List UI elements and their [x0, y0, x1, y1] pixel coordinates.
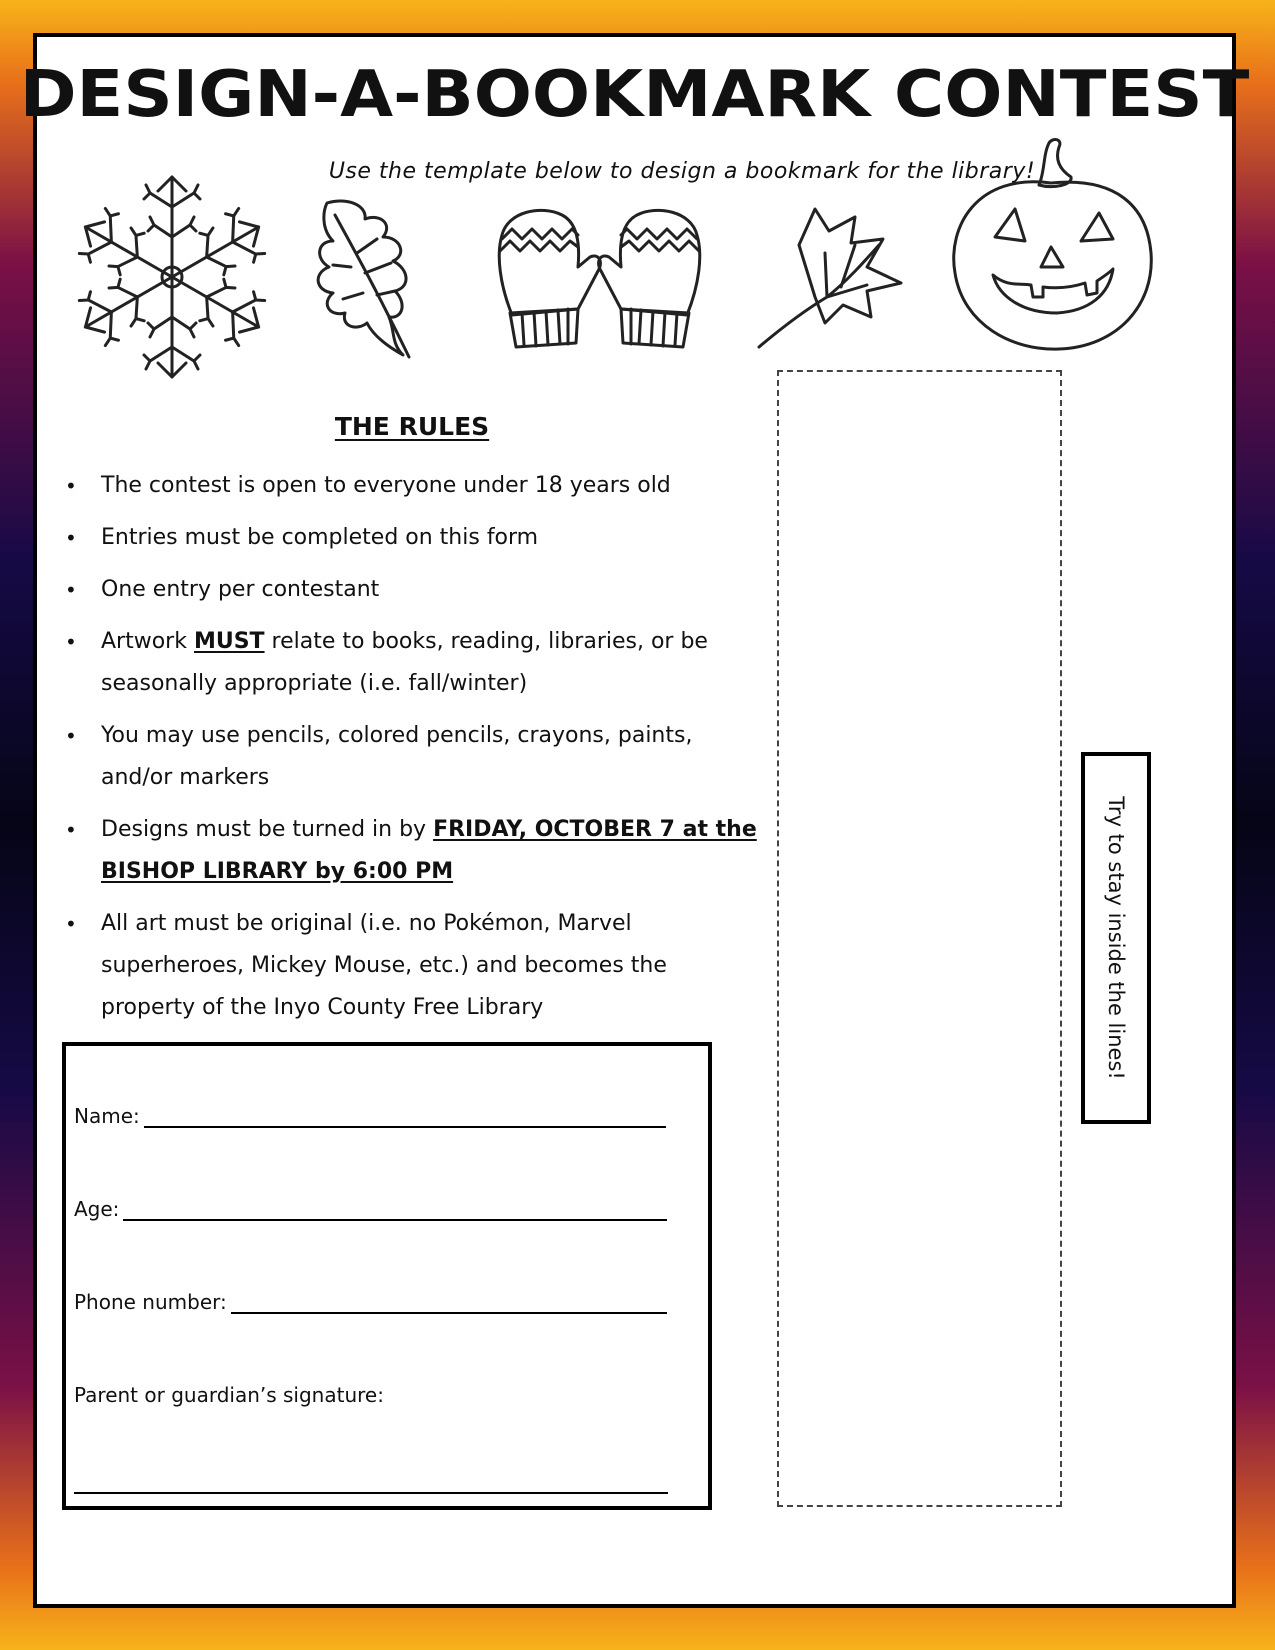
- age-line[interactable]: [123, 1197, 667, 1221]
- name-field[interactable]: [74, 1104, 666, 1128]
- rule-item: • Designs must be turned in by FRIDAY, OCTOBER 7 at the BISHOP LIBRARY by 6:00 PM: [59, 809, 759, 893]
- name-line[interactable]: [144, 1104, 666, 1128]
- age-label: Age:: [74, 1197, 120, 1221]
- flyer-sheet: [19, 33, 1250, 1608]
- oak-leaf-icon: [307, 195, 427, 360]
- subtitle: Use the template below to design a bookmark for the library!: [328, 159, 1036, 184]
- entry-form: [62, 1042, 712, 1510]
- rule-item: • The contest is open to everyone under 18 years old: [59, 465, 759, 507]
- maple-leaf-icon: [755, 205, 920, 350]
- emphasis-text: MUST: [193, 629, 265, 654]
- rule-item: • You may use pencils, colored pencils, crayons, paints, and/or markers: [59, 715, 759, 799]
- mittens-icon: [492, 205, 707, 350]
- deadline-text: FRIDAY, OCTOBER 7 at the BISHOP LIBRARY by 6:00 PM: [101, 817, 757, 884]
- phone-label: Phone number:: [74, 1290, 227, 1314]
- name-label: Name:: [74, 1104, 140, 1128]
- signature-field: [74, 1383, 384, 1407]
- age-field[interactable]: [74, 1197, 667, 1221]
- rule-item: • All art must be original (i.e. no Pokémon, Marvel superheroes, Mickey Mouse, etc.) and becomes the property of the Inyo County Free Library: [59, 903, 759, 1029]
- signature-line[interactable]: [74, 1492, 668, 1494]
- rule-item: • One entry per contestant: [59, 569, 759, 611]
- phone-line[interactable]: [231, 1290, 667, 1314]
- rules-list: [59, 465, 759, 1039]
- bookmark-template[interactable]: [777, 370, 1062, 1507]
- rule-item: • Artwork MUST relate to books, reading, libraries, or be seasonally appropriate (i.e. fall/winter): [59, 621, 759, 705]
- rules-heading: THE RULES: [334, 412, 490, 441]
- page-title: DESIGN-A-BOOKMARK CONTEST: [19, 58, 1250, 132]
- note-text: Try to stay inside the lines!: [1104, 796, 1128, 1080]
- snowflake-icon: [57, 167, 287, 387]
- phone-field[interactable]: [74, 1290, 667, 1314]
- signature-label: Parent or guardian’s signature:: [74, 1383, 384, 1407]
- rule-item: • Entries must be completed on this form: [59, 517, 759, 559]
- note-box: [1081, 752, 1151, 1124]
- jack-o-lantern-icon: [947, 135, 1155, 355]
